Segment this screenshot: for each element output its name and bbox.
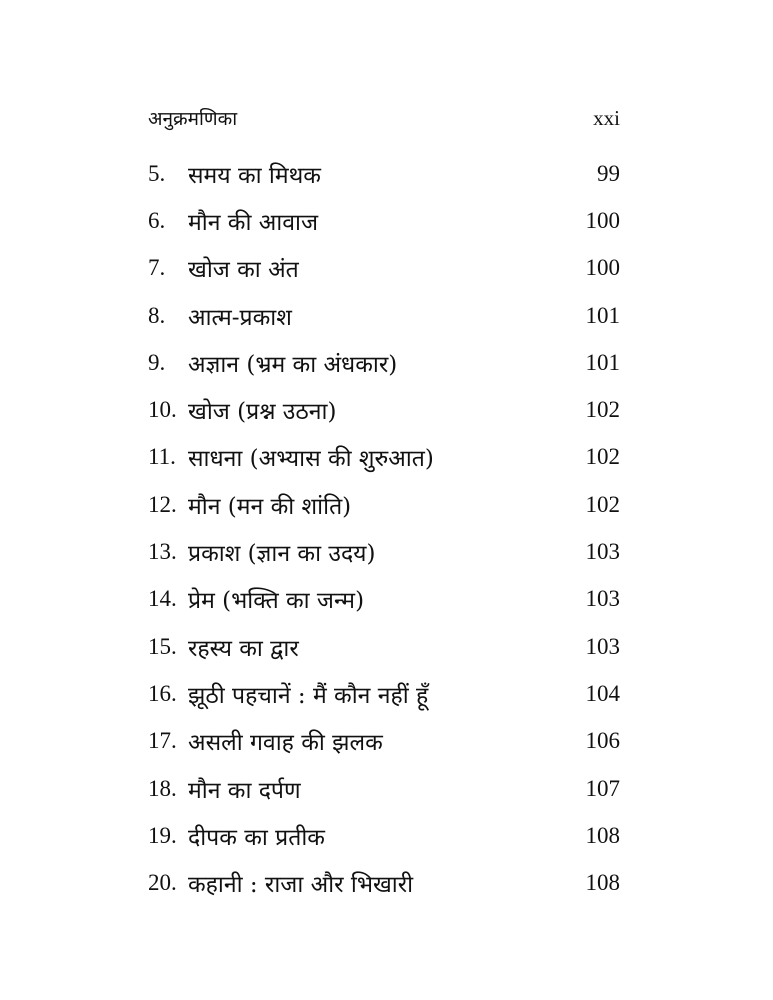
toc-entry-page: 103 bbox=[585, 586, 620, 612]
table-of-contents bbox=[148, 150, 620, 907]
toc-entry-number: 17. bbox=[148, 728, 177, 754]
toc-entry-number: 12. bbox=[148, 491, 177, 517]
toc-entry-title: साधना (अभ्यास की शुरुआत) bbox=[188, 446, 434, 473]
toc-entry bbox=[148, 670, 620, 717]
toc-entry-page: 103 bbox=[585, 539, 620, 565]
running-header bbox=[148, 104, 620, 132]
toc-entry-number: 9. bbox=[148, 349, 166, 375]
toc-entry-page: 102 bbox=[585, 397, 620, 423]
toc-entry bbox=[148, 528, 620, 575]
toc-entry-number: 6. bbox=[148, 207, 166, 233]
toc-entry-title: प्रेम (भक्ति का जन्म) bbox=[188, 588, 365, 615]
section-title: अनुक्रमणिका bbox=[148, 108, 238, 130]
toc-entry-number: 7. bbox=[148, 255, 166, 281]
toc-entry-title: रहस्य का द्वार bbox=[188, 635, 299, 662]
toc-entry-page: 108 bbox=[585, 870, 620, 896]
toc-entry-page: 100 bbox=[585, 255, 620, 281]
toc-entry-title: खोज का अंत bbox=[188, 257, 299, 284]
toc-entry bbox=[148, 481, 620, 528]
toc-entry-number: 5. bbox=[148, 160, 166, 186]
toc-entry-page: 107 bbox=[585, 775, 620, 801]
toc-entry-number: 16. bbox=[148, 680, 177, 706]
toc-entry-title: झूठी पहचानें : मैं कौन नहीं हूँ bbox=[188, 682, 429, 709]
toc-entry-number: 14. bbox=[148, 586, 177, 612]
toc-entry-page: 100 bbox=[585, 207, 620, 233]
toc-entry-page: 108 bbox=[585, 822, 620, 848]
toc-entry-number: 10. bbox=[148, 397, 177, 423]
toc-entry-title: मौन (मन की शांति) bbox=[188, 493, 352, 520]
toc-entry-number: 20. bbox=[148, 870, 177, 896]
toc-entry-title: अज्ञान (भ्रम का अंधकार) bbox=[188, 351, 398, 378]
toc-entry-page: 102 bbox=[585, 491, 620, 517]
toc-entry bbox=[148, 765, 620, 812]
toc-entry bbox=[148, 434, 620, 481]
toc-entry-number: 8. bbox=[148, 302, 166, 328]
toc-entry-page: 102 bbox=[585, 444, 620, 470]
toc-entry bbox=[148, 150, 620, 197]
toc-entry-page: 101 bbox=[585, 302, 620, 328]
toc-entry bbox=[148, 245, 620, 292]
toc-entry-number: 18. bbox=[148, 775, 177, 801]
toc-entry-number: 11. bbox=[148, 444, 176, 470]
toc-entry-title: खोज (प्रश्न उठना) bbox=[188, 399, 337, 426]
toc-entry-number: 13. bbox=[148, 539, 177, 565]
toc-entry bbox=[148, 292, 620, 339]
toc-entry-number: 15. bbox=[148, 633, 177, 659]
toc-entry-title: मौन की आवाज bbox=[188, 209, 319, 236]
toc-entry-number: 19. bbox=[148, 822, 177, 848]
toc-entry-title: आत्म-प्रकाश bbox=[188, 304, 292, 331]
toc-entry-page: 106 bbox=[585, 728, 620, 754]
toc-entry-title: मौन का दर्पण bbox=[188, 777, 301, 804]
toc-entry-page: 103 bbox=[585, 633, 620, 659]
toc-entry-title: कहानी : राजा और भिखारी bbox=[188, 872, 414, 899]
toc-entry-page: 99 bbox=[597, 160, 620, 186]
toc-entry bbox=[148, 339, 620, 386]
toc-entry bbox=[148, 576, 620, 623]
toc-entry bbox=[148, 718, 620, 765]
toc-entry bbox=[148, 812, 620, 859]
toc-entry-title: प्रकाश (ज्ञान का उदय) bbox=[188, 541, 376, 568]
toc-entry bbox=[148, 386, 620, 433]
toc-entry-page: 104 bbox=[585, 680, 620, 706]
toc-entry-title: दीपक का प्रतीक bbox=[188, 824, 325, 851]
toc-entry bbox=[148, 197, 620, 244]
toc-entry-title: समय का मिथक bbox=[188, 162, 321, 189]
toc-entry bbox=[148, 859, 620, 906]
toc-entry-title: असली गवाह की झलक bbox=[188, 730, 383, 757]
toc-entry bbox=[148, 623, 620, 670]
page-number: xxi bbox=[593, 105, 620, 130]
toc-entry-page: 101 bbox=[585, 349, 620, 375]
